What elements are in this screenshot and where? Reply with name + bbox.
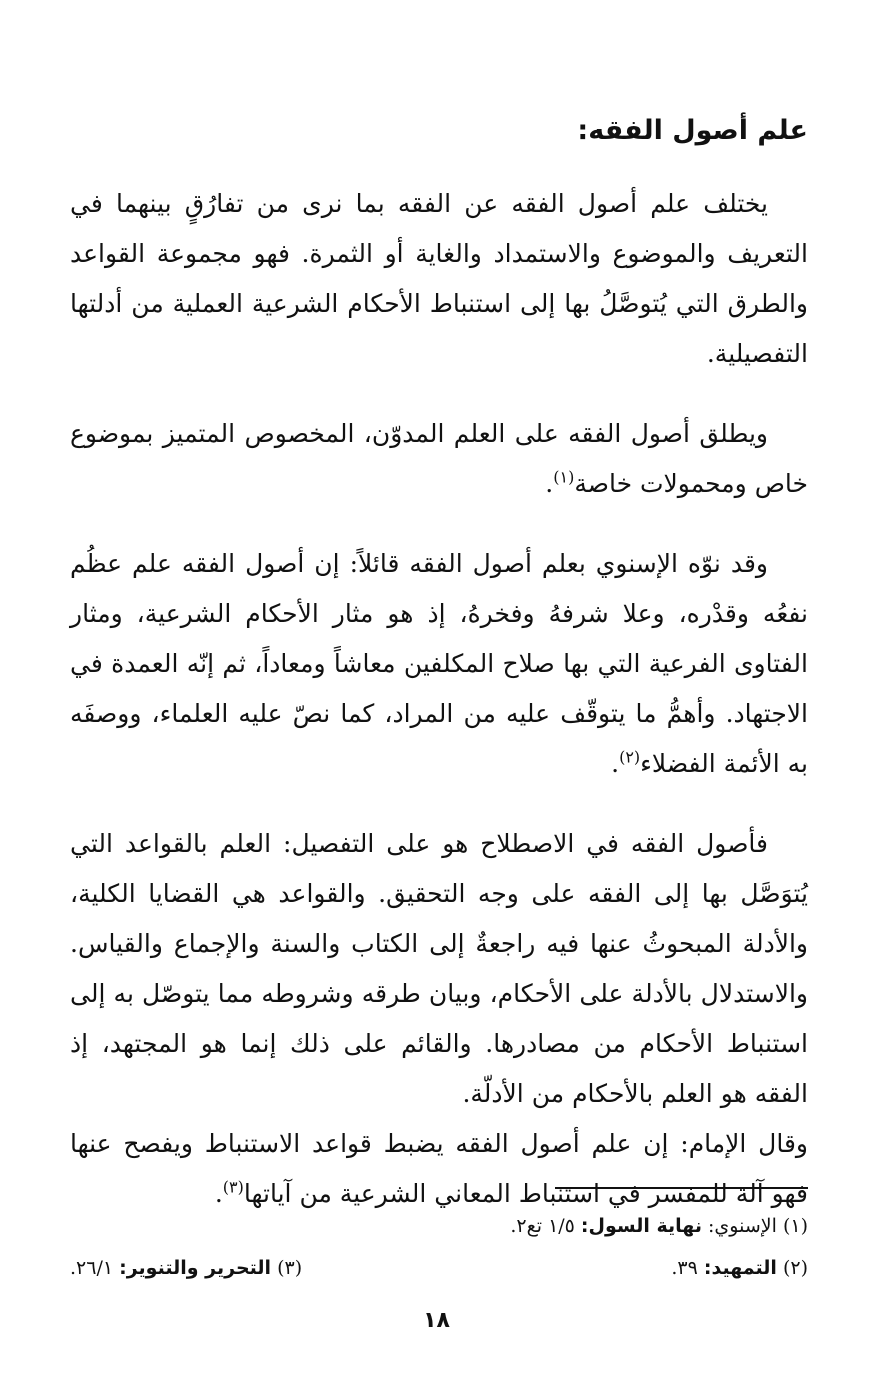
paragraph-isnawi-text: وقد نوّه الإسنوي بعلم أصول الفقه قائلاً: إن أصول الفقه علم عظُم نفعُه وقدْره، وعلا شرفهُ وفخرهُ، إذ هو مثار الأحكام الشرعية، ومثار الفتاوى الفرعية التي بها صلاح المكلفين معاشاً ومعاداً، ثم إنّه العمدة في الاجتهاد. وأهمُّ ما يتوقّف عليه من المراد، كما نصّ عليه العلماء، ووصفَه به الأئمة الفضلاء xyxy=(70,549,808,778)
footnotes xyxy=(70,1205,808,1289)
footnote-2-ref: ٣٩. xyxy=(671,1257,698,1279)
paragraph-isnawi-end: . xyxy=(611,749,620,778)
paragraph-isnawi xyxy=(70,539,808,789)
footnote-marker-3: (٣) xyxy=(222,1177,244,1197)
footnote-divider xyxy=(555,1187,808,1189)
paragraph-usage xyxy=(70,409,808,509)
page-number: ١٨ xyxy=(423,1308,450,1333)
footnote-marker-2: (٢) xyxy=(619,747,641,767)
paragraph-terminology: فأصول الفقه في الاصطلاح هو على التفصيل: العلم بالقواعد التي يُتوَصَّل بها إلى الفقه على وجه التحقيق. والقواعد هي القضايا الكلية، والأدلة المبحوثُ عنها فيه راجعةٌ إلى الكتاب والسنة والإجماع والقياس. والاستدلال بالأدلة على الأحكام، وبيان طرقه وشروطه مما يتوصّل به إلى استنباط الأحكام من مصادرها. والقائم على ذلك إنما هو المجتهد، إذ الفقه هو العلم بالأحكام من الأدلّة. xyxy=(70,829,808,1108)
footnote-3-ref: ٢٦/١. xyxy=(70,1257,114,1279)
footnote-marker-1: (١) xyxy=(553,467,575,487)
footnote-row-1 xyxy=(70,1205,808,1247)
footnote-1-author: الإسنوي: xyxy=(708,1215,777,1237)
footnote-1-title: نهاية السول: xyxy=(580,1215,702,1237)
section-heading: علم أصول الفقه: xyxy=(577,115,808,146)
footnote-3-number: (٣) xyxy=(277,1257,303,1279)
paragraph-usage-end: . xyxy=(545,469,554,498)
paragraph-imam-text: وقال الإمام: إن علم أصول الفقه يضبط قواعد الاستنباط ويفصح عنها فهو آلة للمفسر في استنباط المعاني الشرعية من آياتها xyxy=(70,1129,808,1208)
footnote-2 xyxy=(671,1247,808,1289)
footnote-row-2 xyxy=(70,1247,808,1289)
page-body xyxy=(70,105,808,1249)
paragraph-imam xyxy=(70,1119,808,1219)
footnote-1-ref: ١/٥ تع٢. xyxy=(510,1215,575,1237)
footnote-1-number: (١) xyxy=(782,1215,808,1237)
footnote-2-number: (٢) xyxy=(782,1257,808,1279)
footnote-1 xyxy=(510,1205,808,1247)
paragraph-definition: يختلف علم أصول الفقه عن الفقه بما نرى من تفارُقٍ بينهما في التعريف والموضوع والاستمداد والغاية أو الثمرة. فهو مجموعة القواعد والطرق التي يُتوصَّلُ بها إلى استنباط الأحكام الشرعية العملية من أدلتها التفصيلية. xyxy=(70,189,808,368)
footnote-3-title: التحرير والتنوير: xyxy=(119,1257,272,1279)
paragraph-imam-end: . xyxy=(214,1179,223,1208)
footnote-2-title: التمهيد: xyxy=(703,1257,777,1279)
paragraph-usage-text: ويطلق أصول الفقه على العلم المدوّن، المخصوص المتميز بموضوع خاص ومحمولات خاصة xyxy=(70,419,808,498)
footnote-3 xyxy=(70,1247,302,1289)
